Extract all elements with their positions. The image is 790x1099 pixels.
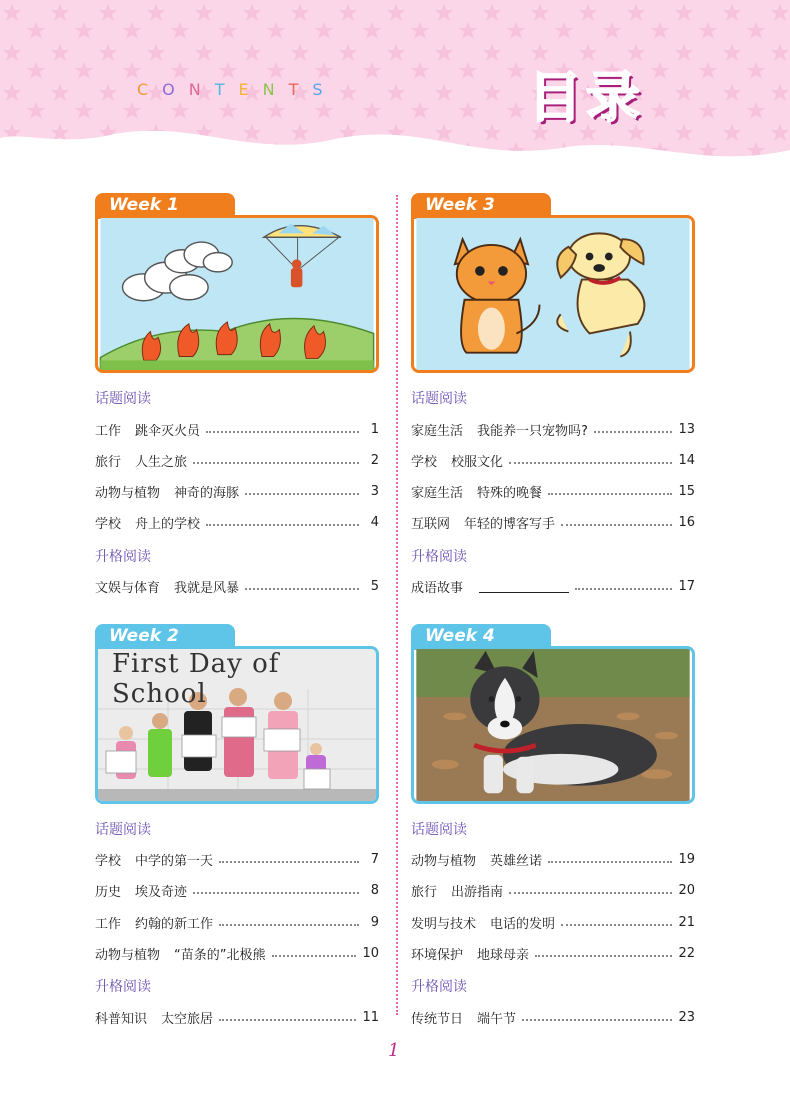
entry-topic: 动物与植物 [411, 853, 477, 869]
entry-topic: 科普知识 [95, 1011, 148, 1027]
section-heading: 升格阅读 [411, 979, 467, 995]
entry-page: 10 [362, 945, 379, 961]
leader-dots [509, 892, 672, 894]
toc-entry[interactable] [95, 511, 379, 533]
entry-page: 15 [678, 483, 695, 499]
entry-page: 8 [370, 882, 379, 898]
entry-title: 地球母亲 [477, 947, 530, 963]
first-day-of-school-photo [95, 646, 379, 804]
leader-dots [206, 431, 359, 433]
entry-topic: 学校 [411, 454, 438, 470]
entry-page: 3 [370, 483, 379, 499]
section-heading: 话题阅读 [411, 822, 467, 838]
leader-dots [575, 588, 672, 590]
toc-entry[interactable] [95, 449, 379, 471]
entry-title: 跳伞灭火员 [135, 423, 201, 439]
contents-letter: T [288, 80, 313, 99]
toc-entry[interactable] [411, 575, 695, 597]
section-heading: 升格阅读 [411, 549, 467, 565]
entry-page: 21 [678, 914, 695, 930]
leader-dots [548, 493, 672, 495]
parachute-firefighter-illustration [95, 215, 379, 373]
entry-title: 人生之旅 [135, 454, 188, 470]
week-label: Week 1 [109, 195, 179, 215]
entry-page: 19 [678, 851, 695, 867]
husky-dog-photo [411, 646, 695, 804]
leader-dots [245, 493, 359, 495]
photo-caption: First Day of School [112, 649, 280, 709]
contents-letter: N [188, 80, 215, 99]
entry-page: 2 [370, 452, 379, 468]
contents-letter: C [137, 80, 163, 99]
leader-dots [245, 588, 359, 590]
toc-entry[interactable] [95, 418, 379, 440]
entry-title: 我能养一只宠物吗? [477, 423, 588, 439]
leader-dots [548, 861, 672, 863]
entry-page: 22 [678, 945, 695, 961]
entry-page: 20 [678, 882, 695, 898]
week-label: Week 2 [109, 626, 179, 646]
toc-entry[interactable] [95, 911, 379, 933]
entry-page: 9 [370, 914, 379, 930]
page-title: 目录 [528, 66, 644, 129]
contents-letter: E [238, 80, 263, 99]
entry-title: 太空旅居 [161, 1011, 214, 1027]
leader-dots [594, 431, 673, 433]
entry-title: 约翰的新工作 [135, 916, 214, 932]
contents-letter: N [262, 80, 289, 99]
leader-dots [219, 924, 359, 926]
entry-page: 14 [678, 452, 695, 468]
toc-entry[interactable] [95, 879, 379, 901]
entry-title: 中学的第一天 [135, 853, 214, 869]
entry-topic: 工作 [95, 916, 122, 932]
entry-page: 4 [370, 514, 379, 530]
leader-dots [219, 1019, 356, 1021]
toc-entry[interactable] [411, 879, 695, 901]
toc-entry[interactable] [411, 449, 695, 471]
entry-page: 7 [370, 851, 379, 867]
section-heading: 升格阅读 [95, 979, 151, 995]
toc-entry[interactable] [95, 575, 379, 597]
leader-dots [509, 462, 672, 464]
entry-title: 出游指南 [451, 884, 504, 900]
leader-dots [522, 1019, 672, 1021]
toc-entry[interactable] [95, 942, 379, 964]
leader-dots [561, 524, 672, 526]
entry-topic: 传统节日 [411, 1011, 464, 1027]
entry-title: 端午节 [477, 1011, 517, 1027]
contents-letter: T [214, 80, 239, 99]
leader-dots [206, 524, 359, 526]
contents-label [137, 80, 337, 99]
toc-entry[interactable] [411, 1006, 695, 1028]
leader-dots [535, 955, 672, 957]
entry-title: 英雄丝诺 [490, 853, 543, 869]
entry-title: 年轻的博客写手 [464, 516, 556, 532]
toc-entry[interactable] [411, 911, 695, 933]
toc-entry[interactable] [411, 848, 695, 870]
entry-topic: 发明与技术 [411, 916, 477, 932]
entry-topic: 动物与植物 [95, 947, 161, 963]
entry-topic: 文娱与体育 [95, 580, 161, 596]
entry-topic: 工作 [95, 423, 122, 439]
entry-topic: 环境保护 [411, 947, 464, 963]
week-label: Week 3 [425, 195, 495, 215]
entry-title: 我就是风暴 [174, 580, 240, 596]
entry-title: 特殊的晚餐 [477, 485, 543, 501]
leader-dots [219, 861, 359, 863]
entry-page: 16 [678, 514, 695, 530]
section-heading: 话题阅读 [95, 391, 151, 407]
fill-in-blank [479, 592, 569, 593]
entry-title: 校服文化 [451, 454, 504, 470]
column-divider [396, 195, 398, 1015]
contents-letter: S [312, 80, 337, 99]
entry-topic: 动物与植物 [95, 485, 161, 501]
leader-dots [272, 955, 357, 957]
entry-topic: 家庭生活 [411, 423, 464, 439]
entry-page: 13 [678, 421, 695, 437]
toc-entry[interactable] [95, 848, 379, 870]
toc-entry[interactable] [95, 480, 379, 502]
section-heading: 升格阅读 [95, 549, 151, 565]
week-label: Week 4 [425, 626, 495, 646]
entry-topic: 成语故事 [411, 580, 464, 596]
entry-page: 23 [678, 1009, 695, 1025]
entry-title: 电话的发明 [490, 916, 556, 932]
entry-topic: 历史 [95, 884, 122, 900]
header-banner [0, 0, 790, 175]
entry-topic: 学校 [95, 516, 122, 532]
leader-dots [193, 892, 359, 894]
entry-topic: 旅行 [95, 454, 122, 470]
entry-topic: 互联网 [411, 516, 451, 532]
toc-entry[interactable] [95, 1006, 379, 1028]
toc-entry[interactable] [411, 418, 695, 440]
entry-title: 舟上的学校 [135, 516, 201, 532]
entry-page: 17 [678, 578, 695, 594]
page-number: 1 [388, 1040, 400, 1061]
toc-entry[interactable] [411, 511, 695, 533]
section-heading: 话题阅读 [411, 391, 467, 407]
toc-entry[interactable] [411, 942, 695, 964]
entry-title: 神奇的海豚 [174, 485, 240, 501]
section-heading: 话题阅读 [95, 822, 151, 838]
leader-dots [561, 924, 672, 926]
cat-and-dog-illustration [411, 215, 695, 373]
entry-topic: 家庭生活 [411, 485, 464, 501]
entry-page: 11 [362, 1009, 379, 1025]
entry-title: 埃及奇迹 [135, 884, 188, 900]
entry-title: “苗条的”北极熊 [174, 947, 266, 963]
leader-dots [193, 462, 359, 464]
entry-page: 1 [370, 421, 379, 437]
entry-topic: 学校 [95, 853, 122, 869]
entry-page: 5 [370, 578, 379, 594]
entry-topic: 旅行 [411, 884, 438, 900]
contents-letter: O [162, 80, 189, 99]
toc-entry[interactable] [411, 480, 695, 502]
